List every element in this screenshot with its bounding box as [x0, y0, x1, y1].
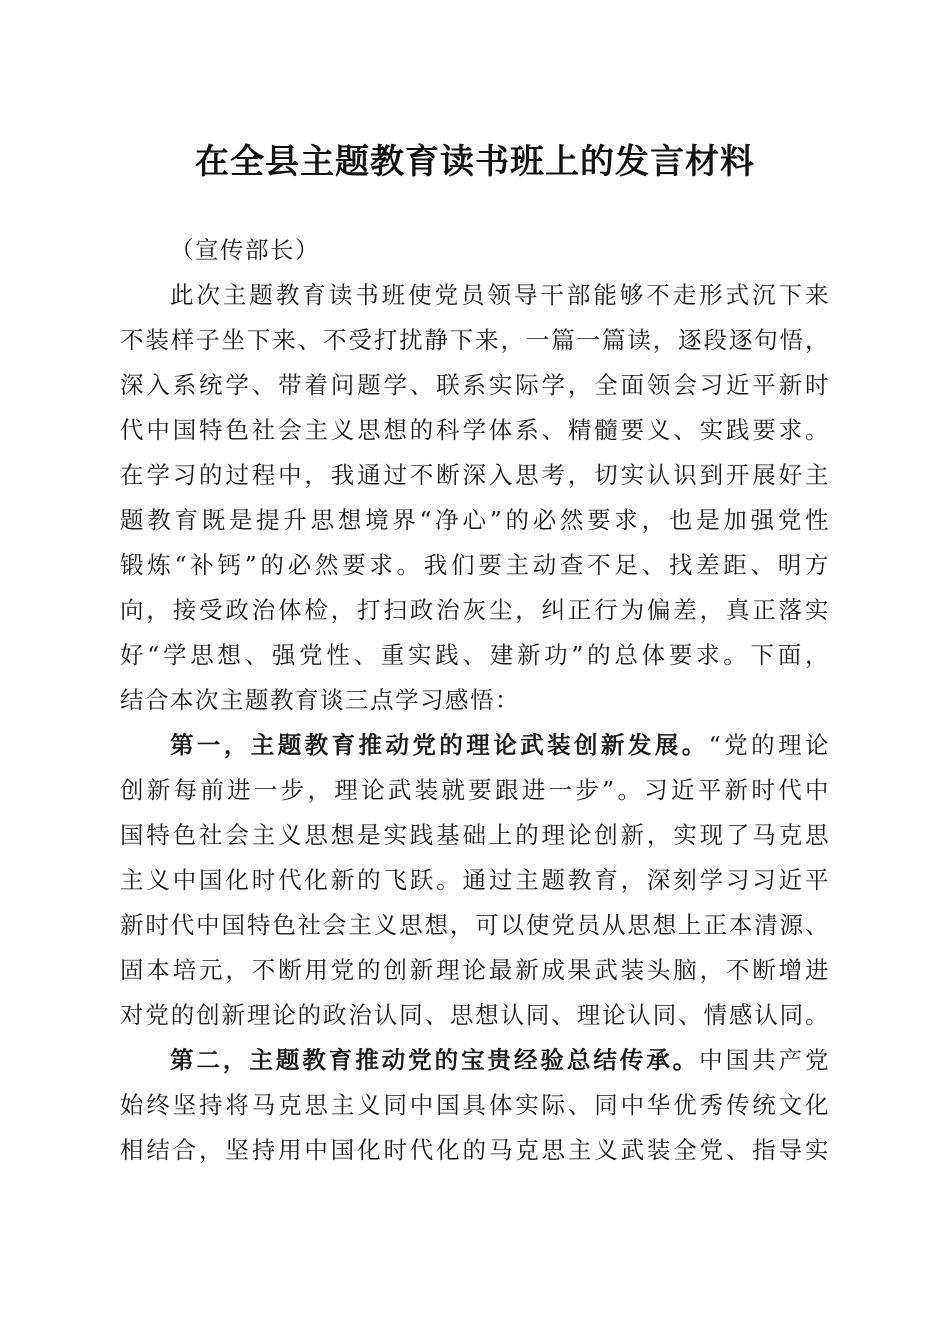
paragraph-line: 向，接受政治体检，打扫政治灰尘，纠正行为偏差，真正落实 — [120, 596, 830, 624]
paragraph-line: 结合本次主题教育谈三点学习感悟： — [120, 686, 520, 714]
paragraph-line: 对党的创新理论的政治认同、思想认同、理论认同、情感认同。 — [120, 1001, 830, 1029]
author-line: （宣传部长） — [170, 236, 320, 264]
paragraph-line: 国特色社会主义思想是实践基础上的理论创新，实现了马克思 — [120, 821, 830, 849]
paragraph-line: 新时代中国特色社会主义思想，可以使党员从思想上正本清源、 — [120, 911, 830, 939]
paragraph-line: 好“学思想、强党性、重实践、建新功”的总体要求。下面， — [120, 641, 830, 669]
paragraph-line — [120, 1038, 830, 1083]
paragraph-line: 始终坚持将马克思主义同中国具体实际、同中华优秀传统文化 — [120, 1091, 830, 1119]
paragraph-line: 代中国特色社会主义思想的科学体系、精髓要义、实践要求。 — [120, 416, 830, 444]
paragraph-line: 锻炼“补钙”的必然要求。我们要主动查不足、找差距、明方 — [120, 551, 830, 579]
paragraph-line: 此次主题教育读书班使党员领导干部能够不走形式沉下来 — [170, 281, 830, 309]
paragraph-line: 主义中国化时代化新的飞跃。通过主题教育，深刻学习习近平 — [120, 866, 830, 894]
paragraph-line: 相结合，坚持用中国化时代化的马克思主义武装全党、指导实 — [120, 1136, 830, 1164]
paragraph-line: 固本培元，不断用党的创新理论最新成果武装头脑，不断增进 — [120, 956, 830, 984]
paragraph-line: 创新每前进一步，理论武装就要跟进一步”。习近平新时代中 — [120, 776, 830, 804]
paragraph-line: 不装样子坐下来、不受打扰静下来，一篇一篇读，逐段逐句悟， — [120, 326, 830, 354]
heading-line-rest: “党的理论 — [708, 731, 831, 759]
section-heading-first: 第一，主题教育推动党的理论武装创新发展。 — [170, 731, 709, 759]
heading-line-rest: 中国共产党 — [699, 1046, 831, 1074]
paragraph-line: 题教育既是提升思想境界“净心”的必然要求，也是加强党性 — [120, 506, 830, 534]
paragraph-line: 在学习的过程中，我通过不断深入思考，切实认识到开展好主 — [120, 461, 830, 489]
paragraph-line — [120, 723, 830, 768]
paragraph-line: 深入系统学、带着问题学、联系实际学，全面领会习近平新时 — [120, 371, 830, 399]
section-heading-second: 第二，主题教育推动党的宝贵经验总结传承。 — [170, 1046, 700, 1074]
document-title: 在全县主题教育读书班上的发言材料 — [195, 142, 755, 182]
document-body — [120, 228, 830, 1173]
